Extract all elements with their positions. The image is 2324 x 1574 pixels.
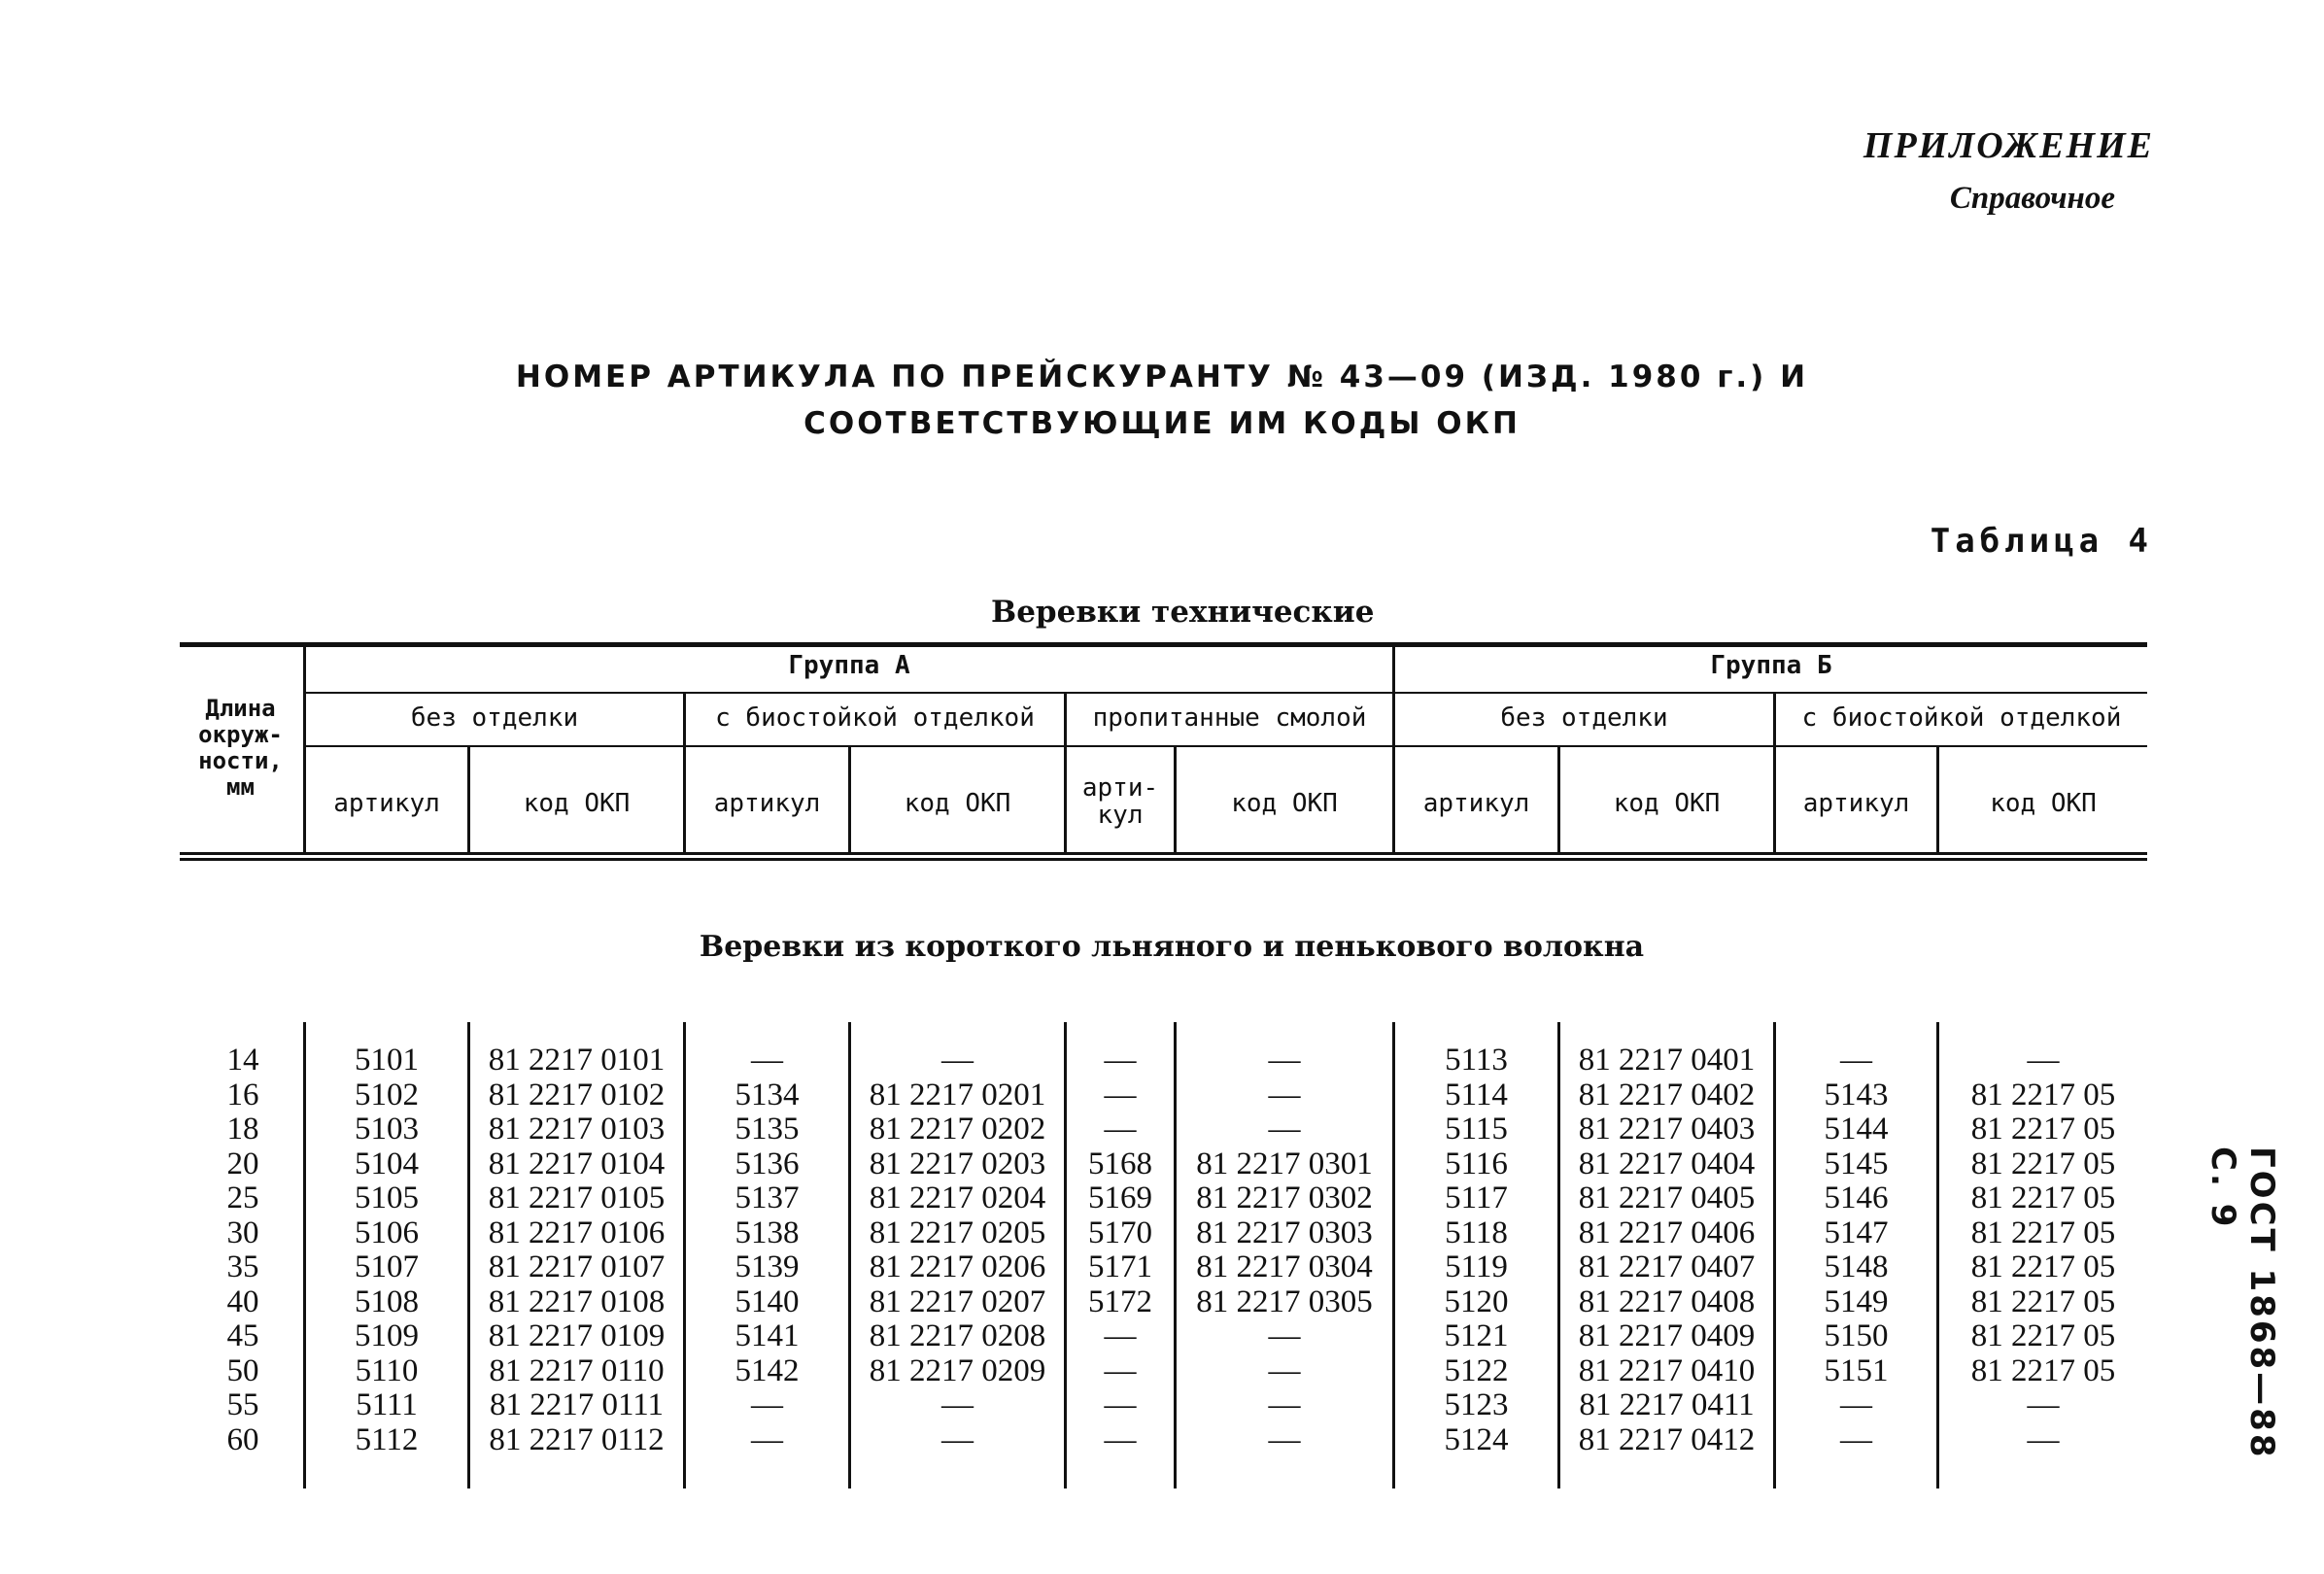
table-cell: 5123: [1444, 1387, 1509, 1422]
table-cell: —: [941, 1387, 974, 1422]
table-cell: 5118: [1445, 1215, 1508, 1250]
table-cell: —: [1268, 1043, 1301, 1078]
row-length-cell: 35: [226, 1249, 259, 1284]
group-b-header: Группа Б: [1710, 651, 1832, 680]
row-length-cell: 18: [226, 1112, 259, 1146]
table-cell: 81 2217 0103: [488, 1112, 666, 1146]
table-cell: 5144: [1824, 1112, 1889, 1146]
sub-header-b1: без отделки: [1500, 703, 1668, 733]
table-cell: 5124: [1444, 1421, 1509, 1457]
table-cell: —: [1104, 1318, 1137, 1353]
table-cell: 5145: [1824, 1146, 1889, 1181]
table-cell: —: [1268, 1318, 1301, 1353]
sub-header-a2: с биостойкой отделкой: [715, 703, 1035, 733]
table-cell: 5105: [355, 1180, 419, 1215]
table-cell: 5140: [735, 1283, 800, 1319]
table-cell: 81 2217 05: [1970, 1318, 2116, 1353]
table-cell: 81 2217 0109: [488, 1318, 666, 1353]
row-length-cell: 50: [226, 1352, 259, 1388]
table-cell: 81 2217 05: [1970, 1146, 2116, 1181]
table-cell: 5115: [1445, 1112, 1508, 1146]
row-length-cell: 14: [226, 1043, 259, 1078]
row-length-cell: 45: [226, 1318, 259, 1353]
table-cell: 81 2217 0107: [488, 1249, 666, 1284]
table-cell: 5106: [355, 1215, 419, 1250]
table-cell: —: [1104, 1112, 1137, 1146]
table-cell: 81 2217 05: [1970, 1352, 2116, 1388]
table-cell: 5113: [1445, 1043, 1508, 1078]
table-cell: 81 2217 0410: [1578, 1352, 1756, 1388]
table-cell: 5136: [735, 1146, 800, 1181]
table-cell: —: [2027, 1387, 2060, 1422]
table-cell: 5119: [1445, 1249, 1508, 1284]
table-cell: 81 2217 0203: [869, 1146, 1046, 1181]
table-cell: —: [1104, 1352, 1137, 1388]
row-length-cell: 30: [226, 1215, 259, 1250]
table-cell: 5168: [1088, 1146, 1152, 1181]
table-cell: 81 2217 0412: [1578, 1421, 1756, 1457]
table-cell: 81 2217 0401: [1578, 1043, 1756, 1078]
table-cell: 5169: [1088, 1180, 1152, 1215]
row-length-cell: 20: [226, 1146, 259, 1181]
table-cell: 81 2217 0201: [869, 1077, 1046, 1112]
group-a-header: Группа А: [788, 651, 910, 680]
table-cell: 5102: [355, 1077, 419, 1112]
appendix-title: ПРИЛОЖЕНИЕ: [1863, 125, 2154, 166]
col-header: артикул: [333, 789, 440, 818]
table-cell: 81 2217 0406: [1578, 1215, 1756, 1250]
main-heading-line1: НОМЕР АРТИКУЛА ПО ПРЕЙСКУРАНТУ № 43—09 (ИЗД. 1980 г.) И: [515, 359, 1809, 394]
table-cell: 81 2217 0105: [488, 1180, 666, 1215]
sub-header-a3: пропитанные смолой: [1092, 703, 1367, 733]
col-header: код ОКП: [904, 789, 1011, 818]
appendix-subtitle: Справочное: [1949, 181, 2115, 216]
table-cell: 81 2217 05: [1970, 1215, 2116, 1250]
table-cell: 5122: [1444, 1352, 1509, 1388]
table-cell: 81 2217 0208: [869, 1318, 1046, 1353]
table-cell: 81 2217 0202: [869, 1112, 1046, 1146]
table-cell: —: [1104, 1043, 1137, 1078]
table-cell: 5135: [735, 1112, 800, 1146]
table-cell: 81 2217 0104: [488, 1146, 666, 1181]
table-cell: 5146: [1824, 1180, 1889, 1215]
table-cell: 5120: [1444, 1283, 1509, 1319]
table-cell: —: [1104, 1387, 1137, 1422]
row-length-cell: 55: [226, 1387, 259, 1422]
table-cell: 81 2217 0108: [488, 1283, 666, 1319]
table-cell: 5170: [1088, 1215, 1152, 1250]
header-top-rule: [180, 642, 2147, 647]
table-cell: 5103: [355, 1112, 419, 1146]
table-cell: 81 2217 0206: [869, 1249, 1046, 1284]
table-cell: —: [1104, 1077, 1137, 1112]
col-header: арти- кул: [1081, 773, 1159, 830]
col-header: артикул: [1802, 789, 1910, 818]
table-cell: 5134: [735, 1077, 800, 1112]
table-cell: 81 2217 0408: [1578, 1283, 1756, 1319]
table-cell: 81 2217 05: [1970, 1180, 2116, 1215]
sub-header-a1: без отделки: [410, 703, 579, 733]
table-cell: 81 2217 0101: [488, 1043, 666, 1078]
table-label: Таблица 4: [1930, 522, 2153, 561]
table-cell: —: [751, 1387, 783, 1422]
table-cell: 5141: [735, 1318, 800, 1353]
section-title: Веревки из короткого льняного и пенькового волокна: [699, 930, 1645, 964]
header-bottom-rule-1: [180, 852, 2147, 855]
table-cell: 81 2217 0409: [1578, 1318, 1756, 1353]
table-cell: 5171: [1088, 1249, 1152, 1284]
table-cell: 5138: [735, 1215, 800, 1250]
table-cell: 5147: [1824, 1215, 1889, 1250]
table-cell: —: [1840, 1421, 1872, 1457]
col-header: код ОКП: [1613, 789, 1721, 818]
table-cell: 81 2217 0205: [869, 1215, 1046, 1250]
row-length-cell: 40: [226, 1283, 259, 1319]
table-cell: —: [751, 1421, 783, 1457]
col-header: код ОКП: [1231, 789, 1338, 818]
table-cell: 5114: [1445, 1077, 1508, 1112]
table-cell: 5148: [1824, 1249, 1889, 1284]
length-col-header: Длина окруж- ности, мм: [198, 695, 283, 801]
row-length-cell: 60: [226, 1421, 259, 1457]
table-cell: 81 2217 0407: [1578, 1249, 1756, 1284]
col-header: артикул: [1422, 789, 1530, 818]
table-cell: 5112: [355, 1421, 419, 1457]
table-cell: —: [1268, 1352, 1301, 1388]
side-code: ГОСТ 1868—88 С. 9: [2204, 1146, 2281, 1460]
table-cell: 5137: [735, 1180, 800, 1215]
table-cell: 81 2217 05: [1970, 1112, 2116, 1146]
table-cell: 81 2217 0112: [489, 1421, 665, 1457]
table-cell: 5111: [356, 1387, 418, 1422]
table-cell: 81 2217 05: [1970, 1077, 2116, 1112]
header-rule-sub: [306, 745, 2147, 747]
table-cell: 81 2217 05: [1970, 1249, 2116, 1284]
table-cell: —: [941, 1043, 974, 1078]
table-cell: 81 2217 05: [1970, 1283, 2116, 1319]
table-cell: 81 2217 0403: [1578, 1112, 1756, 1146]
table-cell: —: [1840, 1043, 1872, 1078]
table-cell: —: [1268, 1387, 1301, 1422]
table-cell: 81 2217 0111: [489, 1387, 665, 1422]
table-cell: 5139: [735, 1249, 800, 1284]
table-cell: 81 2217 0204: [869, 1180, 1046, 1215]
table-cell: 5151: [1824, 1352, 1889, 1388]
table-cell: 5172: [1088, 1283, 1152, 1319]
table-cell: —: [941, 1421, 974, 1457]
table-cell: 5104: [355, 1146, 419, 1181]
table-cell: 81 2217 0106: [488, 1215, 666, 1250]
main-heading: [0, 354, 2324, 447]
sub-header-b2: с биостойкой отделкой: [1801, 703, 2122, 733]
table-cell: —: [1268, 1421, 1301, 1457]
table-cell: 81 2217 0303: [1196, 1215, 1373, 1250]
table-cell: —: [1268, 1077, 1301, 1112]
main-heading-line2: СООТВЕТСТВУЮЩИЕ ИМ КОДЫ ОКП: [803, 406, 1521, 441]
table-cell: 81 2217 0304: [1196, 1249, 1373, 1284]
col-header: код ОКП: [523, 789, 631, 818]
header-rule-groups: [306, 692, 2147, 694]
table-cell: 81 2217 0102: [488, 1077, 666, 1112]
table-cell: 5101: [355, 1043, 419, 1078]
table-cell: 81 2217 0207: [869, 1283, 1046, 1319]
table-cell: 5117: [1445, 1180, 1508, 1215]
table-cell: 5150: [1824, 1318, 1889, 1353]
col-header: код ОКП: [1990, 789, 2097, 818]
table-cell: —: [2027, 1421, 2060, 1457]
table-cell: 81 2217 0302: [1196, 1180, 1373, 1215]
table-cell: —: [2027, 1043, 2060, 1078]
row-length-cell: 25: [226, 1180, 259, 1215]
table-cell: 81 2217 0405: [1578, 1180, 1756, 1215]
table-cell: 5116: [1445, 1146, 1508, 1181]
header-bottom-rule-2: [180, 858, 2147, 861]
table-cell: 5110: [355, 1352, 419, 1388]
table-cell: 81 2217 0110: [489, 1352, 665, 1388]
table-cell: 81 2217 0305: [1196, 1283, 1373, 1319]
table-cell: 5121: [1444, 1318, 1509, 1353]
table-cell: 81 2217 0411: [1579, 1387, 1755, 1422]
table-cell: 5108: [355, 1283, 419, 1319]
table-cell: 5149: [1824, 1283, 1889, 1319]
row-length-cell: 16: [226, 1077, 259, 1112]
table-cell: —: [751, 1043, 783, 1078]
table-cell: —: [1104, 1421, 1137, 1457]
table-cell: 81 2217 0301: [1196, 1146, 1373, 1181]
table-cell: 81 2217 0404: [1578, 1146, 1756, 1181]
table-cell: 5142: [735, 1352, 800, 1388]
table-cell: 81 2217 0402: [1578, 1077, 1756, 1112]
table-cell: —: [1268, 1112, 1301, 1146]
table-cell: —: [1840, 1387, 1872, 1422]
table-cell: 5107: [355, 1249, 419, 1284]
table-cell: 5143: [1824, 1077, 1889, 1112]
table-cell: 81 2217 0209: [869, 1352, 1046, 1388]
table-cell: 5109: [355, 1318, 419, 1353]
table-caption: Веревки технические: [991, 595, 1375, 630]
col-header: артикул: [713, 789, 821, 818]
